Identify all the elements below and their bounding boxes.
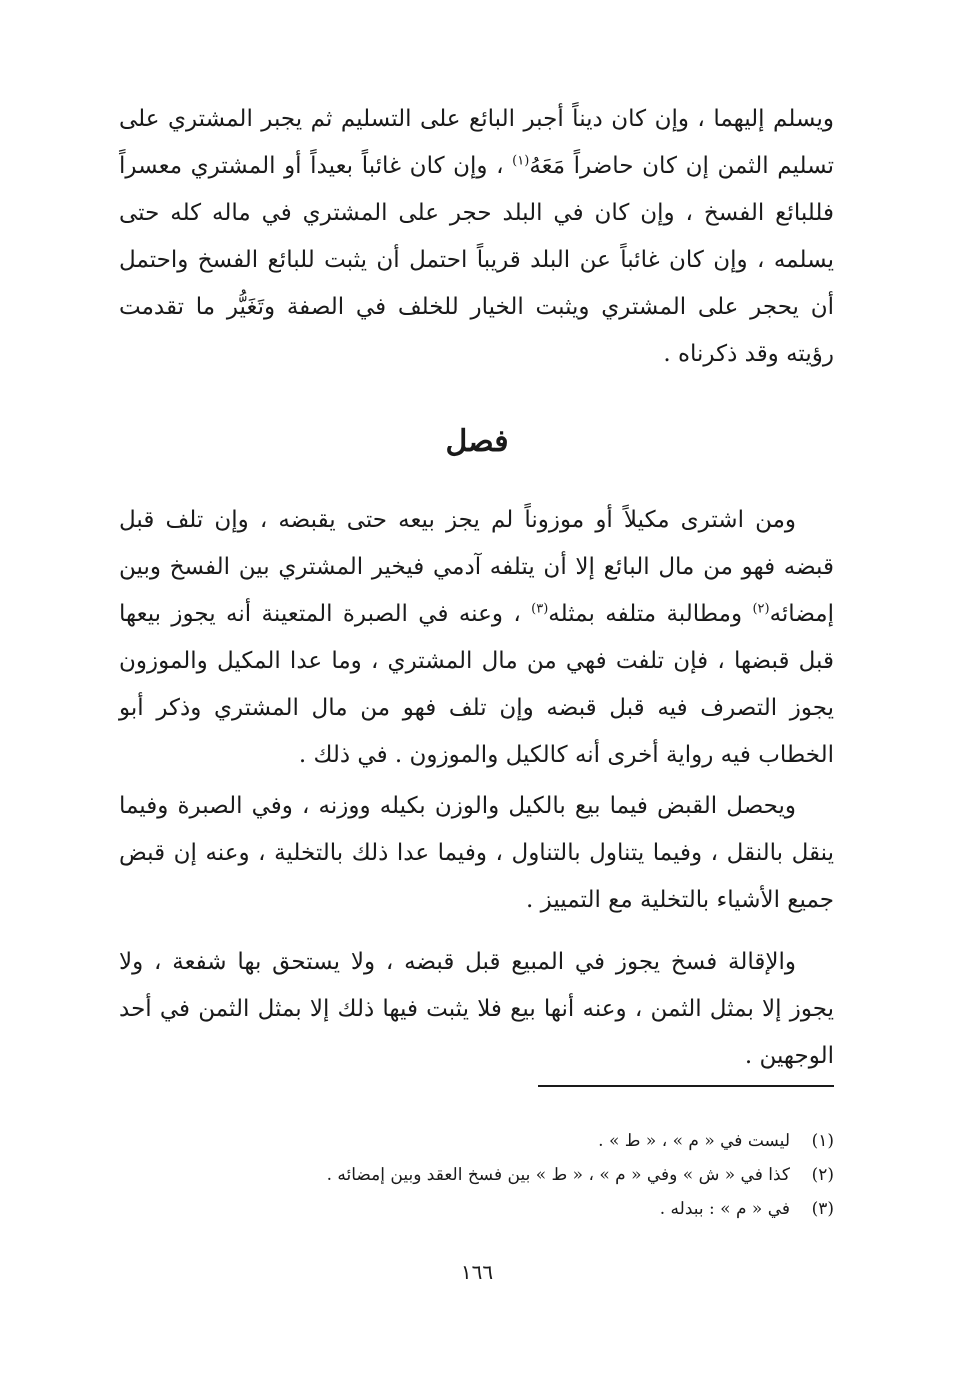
paragraph-fasl — [119, 497, 834, 779]
footnote-3 — [119, 1192, 834, 1226]
footnote-2 — [119, 1158, 834, 1192]
paragraph-iqala-text: والإقالة فسخ يجوز في المبيع قبل قبضه ، ولا يستحق بها شفعة ، ولا يجوز إلا بمثل الثمن ، وعنه أنها بيع فلا يثبت فيها ذلك إلا بمثل الثمن في أحد الوجهين . — [119, 949, 834, 1069]
paragraph-qabd-text: ويحصل القبض فيما بيع بالكيل والوزن بكيله ووزنه ، وفي الصبرة وفيما ينقل بالنقل ، وفيما يتناول بالتناول ، وفيما عدا ذلك بالتخلية ، وعنه إن قبض جميع الأشياء بالتخلية مع التمييز . — [119, 793, 834, 913]
footnote-separator — [538, 1085, 834, 1087]
paragraph-qabd — [119, 783, 834, 924]
paragraph-top-part2: ، وإن كان غائباً بعيداً أو المشتري معسراً فللبائع الفسخ ، وإن كان في البلد حجر على المشتري في ماله كله حتى يسلمه ، وإن كان غائباً عن البلد قريباً احتمل أن يثبت للبائع الفسخ واحتمل أن يحجر على المشتري ويثبت الخيار للخلف في الصفة وتَغَيُّر ما تقدمت رؤيته وقد ذكرناه . — [119, 153, 834, 367]
footnote-1-text: ليست في « م » ، « ط » . — [598, 1131, 790, 1151]
footnote-3-number: (٣) — [811, 1199, 834, 1219]
footnote-2-number: (٢) — [811, 1165, 834, 1185]
section-heading: فصل — [445, 424, 509, 459]
footnote-marker-1[interactable]: (١) — [512, 153, 530, 169]
page-number: ١٦٦ — [460, 1260, 494, 1284]
paragraph-top — [119, 96, 834, 378]
footnotes-list — [119, 1124, 834, 1226]
paragraph-fasl-part2: ومطالبة متلفه بمثله — [548, 601, 753, 627]
footnote-1 — [119, 1124, 834, 1158]
paragraph-fasl-part1: ومن اشترى مكيلاً أو موزوناً لم يجز بيعه حتى يقبضه ، وإن تلف قبل قبضه فهو من مال البائع إلا أن يتلفه آدمي فيخير المشتري بين الفسخ وبين إمضائه — [119, 507, 834, 627]
paragraph-iqala — [119, 939, 834, 1080]
paragraph-top-part1: ويسلم إليهما ، وإن كان ديناً أجبر البائع على التسليم ثم يجبر المشتري على تسليم الثمن إن كان حاضراً مَعَهُ — [119, 106, 834, 179]
paragraph-fasl-part3: ، وعنه في الصبرة المتعينة أنه يجوز بيعها قبل قبضها ، فإن تلفت فهي من مال المشتري ، وما عدا المكيل والموزون يجوز التصرف فيه قبل قبضه وإن تلف فهو من مال المشتري وذكر أبو الخطاب فيه رواية أخرى أنه كالكيل والموزون . في ذلك . — [119, 601, 834, 768]
footnote-1-number: (١) — [811, 1131, 834, 1151]
footnote-marker-2[interactable]: (٢) — [752, 601, 770, 617]
footnote-3-text: في « م » : ببدله . — [659, 1199, 790, 1219]
paragraph-fasl-text — [119, 497, 834, 779]
footnote-marker-3[interactable]: (٣) — [531, 601, 549, 617]
paragraph-top-text — [119, 96, 834, 378]
footnote-2-text: كذا في « ش » وفي « م » ، « ط » بين فسخ العقد وبين إمضائه . — [326, 1165, 790, 1185]
